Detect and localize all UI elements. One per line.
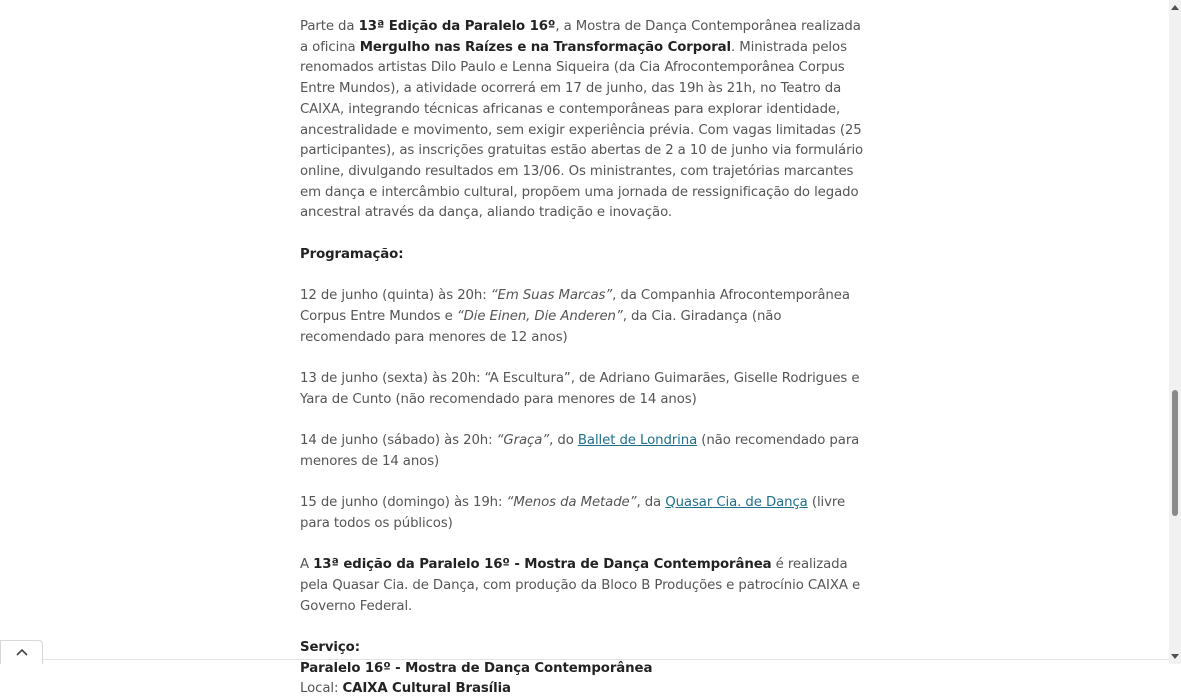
- event-item: 14 de junho (sábado) às 20h: “Graça”, do Ballet de Londrina (não recomendado para menores de 14 anos): [300, 433, 860, 469]
- article-body: [300, 17, 872, 700]
- scroll-down-arrow-icon[interactable]: [1171, 654, 1179, 659]
- footer-divider: [43, 659, 1169, 660]
- programacao-heading: Programação:: [300, 246, 404, 262]
- scrollbar-thumb[interactable]: [1172, 390, 1178, 516]
- intro-text: , a Mostra de Dança Contemporânea realizada a oficina: [300, 19, 861, 55]
- quasar-cia-link[interactable]: Quasar Cia. de Dança: [665, 495, 808, 511]
- show-title: “Die Einen, Die Anderen”: [456, 308, 623, 324]
- vertical-scrollbar[interactable]: [1169, 0, 1181, 664]
- intro-text: Parte da: [300, 19, 359, 34]
- intro-paragraph: [300, 17, 872, 224]
- ballet-de-londrina-link[interactable]: Ballet de Londrina: [577, 433, 698, 448]
- servico-event-name: Paralelo 16º - Mostra de Dança Contemporânea: [300, 660, 653, 676]
- back-to-top-button[interactable]: [0, 640, 43, 664]
- event-item: 15 de junho (domingo) às 19h: “Menos da Metade”, da Quasar Cia. de Dança (livre para todos os públicos): [300, 495, 846, 531]
- local-value: CAIXA Cultural Brasília: [342, 681, 511, 697]
- show-title: “Graça”: [496, 433, 550, 448]
- local-label: Local:: [300, 681, 343, 697]
- servico-local: [300, 679, 872, 700]
- chevron-up-icon: [16, 648, 28, 656]
- edition-full-name: 13ª edição da Paralelo 16º - Mostra de Dança Contemporânea: [313, 557, 772, 573]
- event-item: 12 de junho (quinta) às 20h: “Em Suas Marcas”, da Companhia Afrocontemporânea Corpus Entre Mundos e “Die Einen, Die Anderen”, da Cia. Giradança (não recomendado para menores de 12 anos): [300, 288, 850, 345]
- scroll-up-arrow-icon[interactable]: [1171, 5, 1179, 10]
- intro-text: . Ministrada pelos renomados artistas Dilo Paulo e Lenna Siqueira (da Cia Afrocontemporânea Corpus Entre Mundos), a atividade ocorrerá em 17 de junho, das 19h às 21h, no Teatro da CAIXA, integrando técnicas africanas e contemporâneas para explorar identidade, ancestralidade e movimento, sem exigir experiência prévia. Com vagas limitadas (25 participantes), as inscrições gratuitas estão abertas de 2 a 10 de junho via formulário online, divulgando resultados em 13/06. Os ministrantes, com trajetórias marcantes em dança e intercâmbio cultural, propõem uma jornada de ressignificação do legado ancestral através da dança, aliando tradição e inovação.: [300, 39, 864, 221]
- edition-name: 13ª Edição da Paralelo 16º: [358, 19, 556, 34]
- servico-heading: Serviço:: [300, 639, 360, 655]
- event-item: 13 de junho (sexta) às 20h: “A Escultura”, de Adriano Guimarães, Giselle Rodrigues e Yara de Cunto (não recomendado para menores de 14 anos): [300, 370, 860, 407]
- show-title: “Menos da Metade”: [506, 495, 637, 511]
- workshop-name: Mergulho nas Raízes e na Transformação Corporal: [359, 39, 731, 55]
- show-title: “Em Suas Marcas”: [490, 288, 613, 304]
- realizacao-paragraph: A 13ª edição da Paralelo 16º - Mostra de Dança Contemporânea é realizada pela Quasar Cia. de Dança, com produção da Bloco B Produções e patrocínio CAIXA e Governo Federal.: [300, 557, 861, 614]
